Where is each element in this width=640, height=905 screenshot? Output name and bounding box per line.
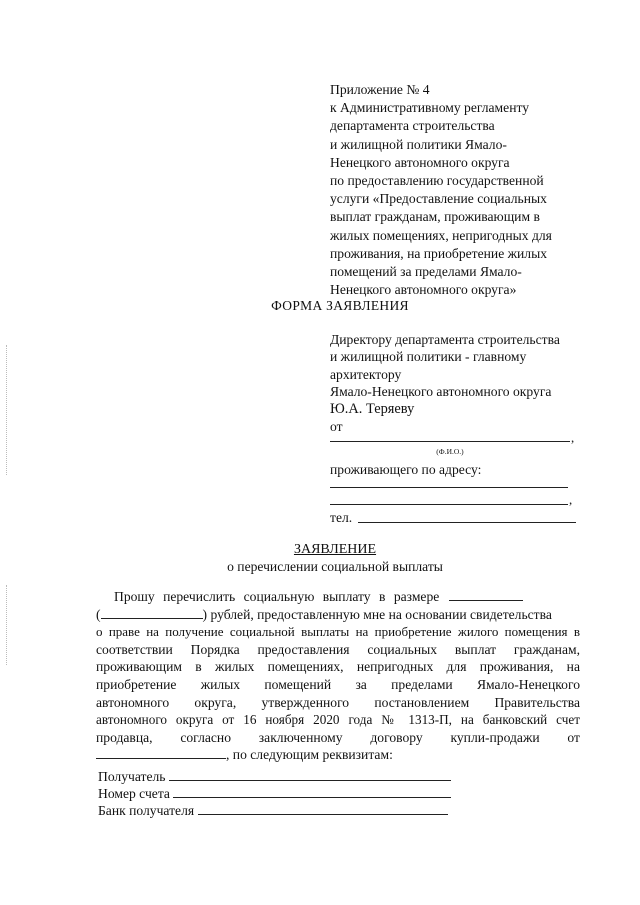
account-input[interactable] — [173, 785, 451, 798]
recipient-label: Получатель — [98, 769, 166, 784]
appendix-line: департамента строительства — [330, 118, 495, 134]
comma: , — [571, 430, 575, 445]
appendix-line: Приложение № 4 — [330, 82, 430, 97]
appendix-line: к Административному регламенту — [330, 100, 530, 116]
body-text: , по следующим реквизитам: — [226, 747, 393, 763]
addressee-line: Директору департамента строительства — [330, 332, 560, 347]
body-line — [96, 606, 580, 624]
address-field-line-1[interactable] — [330, 487, 568, 488]
body-line: соответствии Порядка предоставления социальных выплат гражданам, — [96, 641, 580, 657]
appendix-line: помещений за пределами Ямало- — [330, 264, 522, 280]
appendix-line: и жилищной политики Ямало- — [330, 136, 507, 152]
body-line: проживающим в жилых помещениях, непригодных для проживания, на — [96, 659, 580, 675]
address-label: проживающего по адресу: — [330, 462, 482, 477]
phone-label: тел. — [330, 510, 353, 525]
body-line — [96, 588, 580, 606]
addressee-line: от — [330, 419, 343, 435]
statement-body — [96, 588, 580, 764]
recipient-row — [98, 768, 451, 785]
amount-in-words-field[interactable] — [101, 606, 203, 619]
address-field-line-2[interactable] — [330, 504, 568, 505]
comma: , — [569, 492, 573, 507]
addressee-line: Ю.А. Теряеву — [330, 400, 415, 417]
body-line: о праве на получение социальной выплаты на приобретение жилого помещения в — [96, 624, 580, 640]
body-line: автономного округа, утвержденного постановлением Правительства — [96, 694, 580, 710]
body-line: приобретение жилых помещений за пределами Ямало-Ненецкого — [96, 676, 580, 692]
body-line — [96, 746, 580, 764]
appendix-line: услуги «Предоставление социальных — [330, 191, 547, 207]
appendix-line: Ненецкого автономного округа — [330, 154, 510, 170]
recipient-input[interactable] — [169, 768, 451, 781]
appendix-line: Ненецкого автономного округа» — [330, 282, 517, 298]
fio-field-line[interactable] — [330, 441, 570, 442]
requisites-block — [98, 768, 451, 819]
addressee-block — [330, 331, 610, 435]
appendix-line: проживания, на приобретение жилых — [330, 245, 548, 261]
body-text: ) рублей, предоставленную мне на основании свидетельства — [202, 606, 552, 622]
bank-row — [98, 802, 451, 819]
body-text: ( — [96, 606, 101, 622]
addressee-line: Ямало-Ненецкого автономного округа — [330, 384, 552, 400]
account-label: Номер счета — [98, 786, 170, 801]
amount-field[interactable] — [449, 588, 523, 601]
account-row — [98, 785, 451, 802]
appendix-line: по предоставлению государственной — [330, 173, 544, 189]
fio-caption: (Ф.И.О.) — [436, 447, 464, 456]
addressee-line: и жилищной политики - главному — [330, 349, 527, 365]
phone-field-line[interactable] — [358, 522, 576, 523]
appendix-header — [330, 81, 610, 299]
form-title: ФОРМА ЗАЯВЛЕНИЯ — [271, 298, 409, 313]
contract-date-field[interactable] — [96, 746, 226, 759]
bank-label: Банк получателя — [98, 803, 195, 818]
appendix-line: выплат гражданам, проживающим в — [330, 209, 540, 225]
body-text: Прошу перечислить социальную выплату в размере — [114, 589, 440, 604]
body-line: продавца, согласно заключенному договору купли-продажи от — [96, 729, 580, 745]
statement-subtitle: о перечислении социальной выплаты — [227, 559, 443, 574]
appendix-line: жилых помещениях, непригодных для — [330, 227, 552, 243]
bank-input[interactable] — [198, 802, 448, 815]
scan-margin-marks — [6, 345, 7, 475]
statement-title: ЗАЯВЛЕНИЕ — [293, 542, 377, 557]
body-line: автономного округа от 16 ноября 2020 года № 1313-П, на банковский счет — [96, 712, 580, 728]
scan-margin-marks — [6, 585, 7, 665]
addressee-line: архитектору — [330, 366, 402, 382]
